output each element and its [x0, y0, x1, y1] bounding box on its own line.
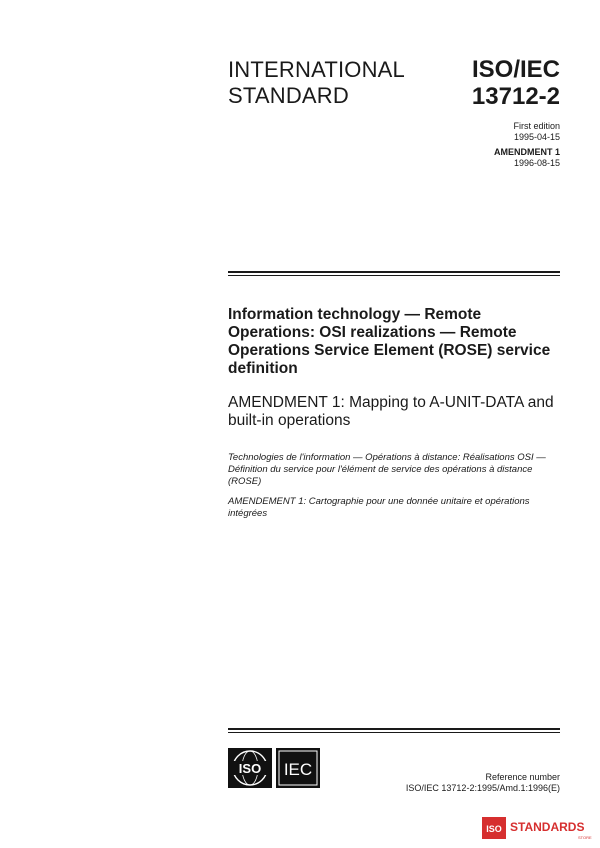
iec-logo-text: IEC [283, 760, 313, 779]
amendment-date: 1996-08-15 [513, 158, 560, 168]
bottom-rule-thick [228, 728, 560, 730]
amendment-title-french: AMENDEMENT 1: Cartographie pour une donnée unitaire et opérations intégrées [228, 496, 530, 519]
iso-logo [228, 748, 272, 788]
reference-number: ISO/IEC 13712-2:1995/Amd.1:1996(E) [405, 783, 560, 793]
bottom-rule-thin [228, 732, 560, 733]
top-rule-thin [228, 275, 560, 276]
iec-logo [276, 748, 320, 788]
standard-number: 13712-2 [471, 83, 560, 110]
reference-label: Reference number [485, 772, 560, 782]
title-english: Information technology — Remote Operations: OSI realizations — Remote Operations Service Element (ROSE) service definition [228, 306, 551, 377]
standard-type-line1: INTERNATIONAL [228, 57, 405, 82]
edition-date: 1995-04-15 [513, 132, 560, 142]
standard-type-line2: STANDARD [228, 83, 349, 108]
top-rule-thick [228, 271, 560, 273]
watermark-badge-text: ISO [486, 824, 502, 834]
watermark-sub: STORE [578, 835, 592, 840]
amendment-label: AMENDMENT 1 [493, 147, 560, 157]
title-french: Technologies de l'information — Opérations à distance: Réalisations OSI — Définition du service pour l'élément de service des opérations à distance (ROSE) [228, 452, 546, 487]
edition-label: First edition [513, 121, 560, 131]
standard-org: ISO/IEC [471, 56, 560, 83]
iso-logo-text: ISO [238, 761, 262, 776]
amendment-title-english: AMENDMENT 1: Mapping to A-UNIT-DATA and built-in operations [228, 394, 554, 429]
watermark-text: STANDARDS [510, 820, 585, 834]
store-watermark [480, 814, 592, 842]
